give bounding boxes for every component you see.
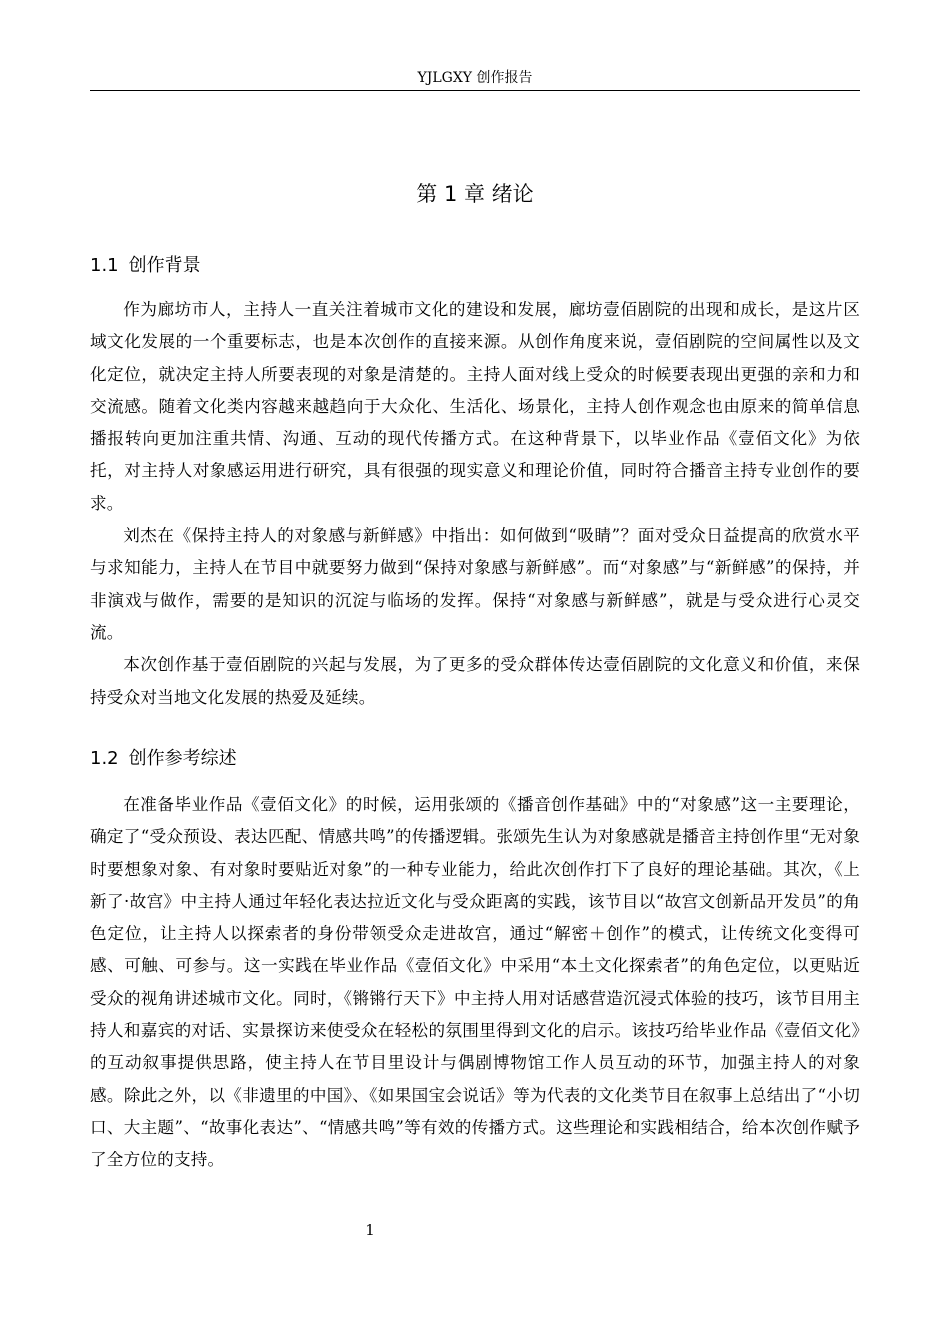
section-heading-1-1 (90, 253, 860, 279)
chapter-title: 第 1 章 绪论 (416, 182, 534, 206)
body-paragraph: 在准备毕业作品《壹佰文化》的时候，运用张颂的《播音创作基础》中的“对象感”这一主要理论，确定了“受众预设、表达匹配、情感共鸣”的传播逻辑。张颂先生认为对象感就是播音主持创作里“无对象时要想象对象、有对象时要贴近对象”的一种专业能力，给此次创作打下了良好的理论基础。其次，《上新了·故宫》中主持人通过年轻化表达拉近文化与受众距离的实践，该节目以“故宫文创新品开发员”的角色定位，让主持人以探索者的身份带领受众走进故宫，通过“解密＋创作”的模式，让传统文化变得可感、可触、可参与。这一实践在毕业作品《壹佰文化》中采用“本土文化探索者”的角色定位，以更贴近受众的视角讲述城市文化。同时，《锵锵行天下》中主持人用对话感营造沉浸式体验的技巧，该节目用主持人和嘉宾的对话、实景探访来使受众在轻松的氛围里得到文化的启示。该技巧给毕业作品《壹佰文化》的互动叙事提供思路，使主持人在节目里设计与偶剧博物馆工作人员互动的环节，加强主持人的对象感。除此之外，以《非遗里的中国》、《如果国宝会说话》等为代表的文化类节目在叙事上总结出了“小切口、大主题”、“故事化表达”、“情感共鸣”等有效的传播方式。这些理论和实践相结合，给本次创作赋予了全方位的支持。 (90, 795, 860, 1170)
header-divider (90, 90, 860, 91)
section-body-1-1 (90, 294, 860, 714)
running-header: YJLGXY 创作报告 (417, 70, 533, 86)
page-number: 1 (365, 1221, 375, 1239)
section-number: 1.2 (90, 748, 119, 769)
section-title-text: 创作参考综述 (128, 748, 237, 769)
body-paragraph: 作为廊坊市人，主持人一直关注着城市文化的建设和发展，廊坊壹佰剧院的出现和成长，是这片区域文化发展的一个重要标志，也是本次创作的直接来源。从创作角度来说，壹佰剧院的空间属性以及文化定位，就决定主持人所要表现的对象是清楚的。主持人面对线上受众的时候要表现出更强的亲和力和交流感。随着文化类内容越来越趋向于大众化、生活化、场景化，主持人创作观念也由原来的简单信息播报转向更加注重共情、沟通、互动的现代传播方式。在这种背景下，以毕业作品《壹佰文化》为依托，对主持人对象感运用进行研究，具有很强的现实意义和理论价值，同时符合播音主持专业创作的要求。 (90, 300, 860, 513)
section-heading-1-2 (90, 746, 860, 772)
body-paragraph: 刘杰在《保持主持人的对象感与新鲜感》中指出：如何做到“吸睛”？面对受众日益提高的欣赏水平与求知能力，主持人在节目中就要努力做到“保持对象感与新鲜感”。而“对象感”与“新鲜感”的保持，并非演戏与做作，需要的是知识的沉淀与临场的发挥。保持“对象感与新鲜感”，就是与受众进行心灵交流。 (90, 526, 860, 642)
section-body-1-2 (90, 789, 860, 1177)
body-paragraph: 本次创作基于壹佰剧院的兴起与发展，为了更多的受众群体传达壹佰剧院的文化意义和价值，来保持受众对当地文化发展的热爱及延续。 (90, 655, 860, 707)
section-number: 1.1 (90, 255, 119, 276)
section-title-text: 创作背景 (128, 255, 201, 276)
